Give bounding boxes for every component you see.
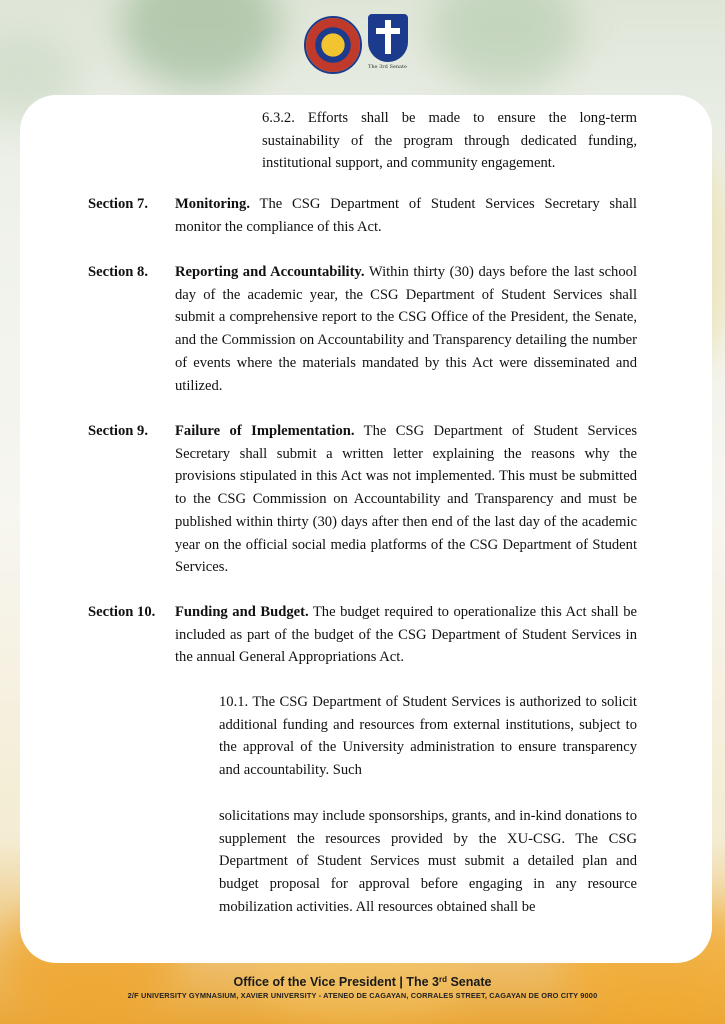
section-7-body: The CSG Department of Student Services Secretary shall monitor the compliance of this Act. <box>175 196 637 235</box>
paragraph-10-1-part-1: 10.1. The CSG Department of Student Services is authorized to solicit additional funding and resources from external institutions, subject to the approval of the University administration to ensure transparency and accountability. Such <box>219 694 637 779</box>
section-9-title: Failure of Implementation. <box>175 423 355 439</box>
paragraph-6-3-2: 6.3.2. Efforts shall be made to ensure the long-term sustainability of the program through dedicated funding, institutional support, and community engagement. <box>262 110 637 172</box>
footer-title-main: Office of the Vice President | The 3 <box>233 975 439 989</box>
section-8-text <box>175 261 637 397</box>
cross-shield-icon <box>368 14 408 62</box>
paragraph-10-1-part-2: solicitations may include sponsorships, grants, and in-kind donations to supplement the resources provided by the XU-CSG. The CSG Department of Student Services must submit a detailed plan and budget proposal for approval before engaging in any resource mobilization activities. All resources obtained shall be <box>219 808 637 915</box>
section-10-text <box>175 601 637 669</box>
section-7-number: Section 7. <box>88 196 148 212</box>
section-8-title: Reporting and Accountability. <box>175 264 365 280</box>
section-9-text <box>175 420 637 579</box>
header-logos <box>0 12 725 82</box>
section-9-number: Section 9. <box>88 423 148 439</box>
section-7-text <box>175 193 637 238</box>
footer-address: 2/F UNIVERSITY GYMNASIUM, XAVIER UNIVERSITY - ATENEO DE CAGAYAN, CORRALES STREET, CAGAYAN DE ORO CITY 9000 <box>127 991 598 1000</box>
footer-office-title <box>0 972 725 990</box>
section-10-body: The budget required to operationalize this Act shall be included as part of the budget of the CSG Department of Student Services in the annual General Appropriations Act. <box>175 604 637 666</box>
section-7-title: Monitoring. <box>175 196 250 212</box>
footer-title-end: Senate <box>446 975 492 989</box>
senate-seal-logo <box>368 12 422 74</box>
university-seal-logo <box>304 12 358 74</box>
footer <box>0 972 725 1002</box>
sun-seal-icon <box>304 16 362 74</box>
senate-seal-caption: The 3rd Senate <box>367 64 408 70</box>
section-10-number: Section 10. <box>88 604 156 620</box>
section-9-body: The CSG Department of Student Services Secretary shall submit a written letter explaining the reasons why the provisions stipulated in this Act was not implemented. This must be submitted to the CSG Commission on Accountability and Transparency and must be published within thirty (30) days after then end of the last day of the academic year on the official social media platforms of the CSG Department of Student Services. <box>175 423 637 576</box>
footer-title-superscript: rd <box>438 975 447 984</box>
section-10-title: Funding and Budget. <box>175 604 309 620</box>
section-8-body: Within thirty (30) days before the last school day of the academic year, the CSG Department of Student Services shall submit a comprehensive report to the CSG Office of the President, the Senate, and the Commission on Accountability and Transparency detailing the number of events where the materials mandated by this Act were disseminated and utilized. <box>175 264 637 394</box>
section-8-number: Section 8. <box>88 264 148 280</box>
